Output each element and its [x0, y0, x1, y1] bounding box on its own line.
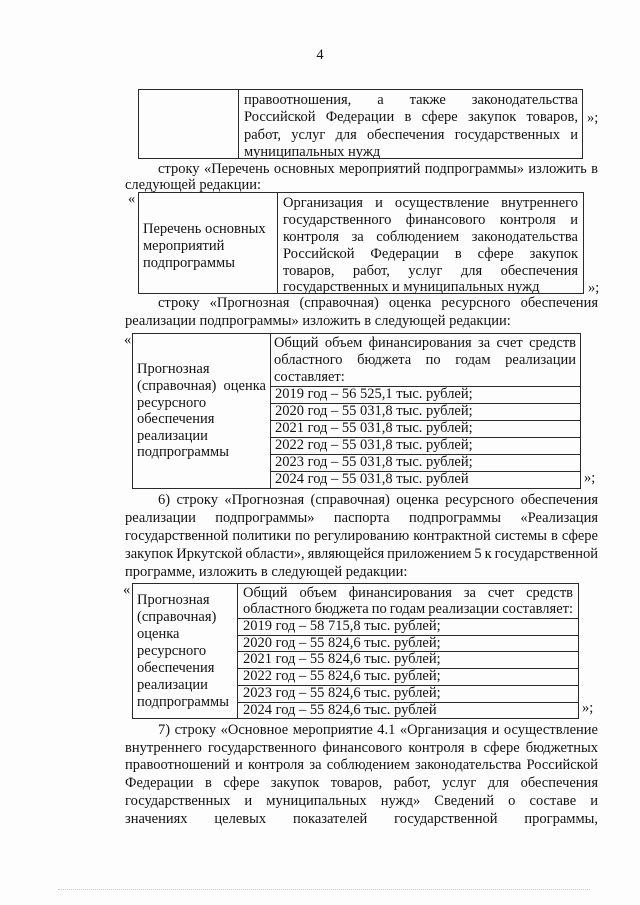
paragraph-text: закупок Иркутской области», являющейся приложением 5 к государственной: [125, 546, 598, 562]
closing-quote-mark: »;: [584, 470, 596, 486]
table-1-line: [244, 108, 578, 126]
paragraph-line: реализации подпрограммы» изложить в следующей редакции:: [125, 313, 511, 329]
paragraph-line: программе, изложить в следующей редакции:: [125, 564, 408, 580]
table-3-left-line: обеспечения: [137, 411, 215, 427]
paragraph-line: следующей редакции:: [125, 177, 262, 193]
opening-quote-mark: «: [124, 332, 132, 348]
table-3-year-row: 2021 год – 55 031,8 тыс. рублей;: [275, 420, 473, 436]
page-number: 4: [316, 47, 324, 63]
paragraph-text: государственной политики по регулированию контрактной системы в сфере: [125, 528, 598, 544]
table-4-year-row: 2023 год – 55 824,6 тыс. рублей;: [243, 685, 441, 701]
table-3-left-line: подпрограммы: [137, 444, 229, 460]
table-1-text: Российской Федерации в сфере закупок товаров,: [244, 109, 578, 125]
table-4-left-line: оценка: [137, 626, 180, 642]
table-3-left-line: ресурсного: [137, 395, 207, 411]
paragraph-text: Федерации в сфере закупок товаров, работ, услуг для обеспечения: [125, 775, 598, 791]
closing-quote-mark: »;: [582, 700, 594, 716]
paragraph-text: 7) строку «Основное мероприятие 4.1 «Организация и осуществление: [158, 722, 598, 738]
table-2-text: товаров, работ, услуг для обеспечения: [283, 263, 578, 279]
table-4-header-line: [243, 600, 573, 618]
table-2-column-divider: [277, 192, 278, 294]
table-4-header-text: Общий объем финансирования за счет средств: [243, 585, 573, 601]
table-2-left-line: мероприятий: [143, 238, 225, 254]
scan-artifact-line: [58, 889, 590, 890]
table-1-column-divider: [238, 89, 239, 159]
table-3-header-line: [274, 334, 576, 352]
opening-quote-mark: «: [123, 582, 131, 598]
table-3-header-text: областного бюджета по годам реализации: [274, 352, 576, 368]
paragraph-line: [125, 545, 598, 563]
paragraph-text: значениях целевых показателей государственной программы,: [125, 811, 598, 827]
table-3-year-row: 2020 год – 55 031,8 тыс. рублей;: [275, 403, 473, 419]
paragraph-text: строку «Прогнозная (справочная) оценка ресурсного обеспечения: [158, 295, 598, 311]
paragraph-line: [125, 756, 598, 774]
table-3-header-line: [274, 351, 576, 369]
paragraph-line: [125, 792, 598, 810]
paragraph-line: [125, 774, 598, 792]
table-3-header-line: составляет:: [274, 369, 345, 385]
opening-quote-mark: «: [128, 191, 136, 207]
table-3-left-line: реализации: [137, 428, 208, 444]
table-4-year-row: 2019 год – 58 715,8 тыс. рублей;: [243, 618, 441, 634]
table-4-year-row: 2021 год – 55 824,6 тыс. рублей;: [243, 651, 441, 667]
paragraph-line: [158, 491, 598, 509]
closing-quote-mark: »;: [588, 280, 600, 296]
table-4-left-line: реализации: [137, 677, 208, 693]
table-1-line: муниципальных нужд: [244, 144, 381, 160]
table-1-line: [244, 91, 578, 109]
table-2-text: контроля за соблюдением законодательства: [283, 229, 578, 245]
table-2-text: государственного финансового контроля и: [283, 212, 578, 228]
table-3-year-row: 2024 год – 55 031,8 тыс. рублей: [275, 471, 469, 487]
table-4-left-line: ресурсного: [137, 643, 207, 659]
table-2-right-line: [283, 245, 578, 263]
table-3-header-text: Общий объем финансирования за счет средств: [274, 335, 576, 351]
paragraph-line: [125, 810, 598, 828]
table-3-year-row: 2023 год – 55 031,8 тыс. рублей;: [275, 454, 473, 470]
table-2-left-line: подпрограммы: [143, 255, 235, 271]
table-4-year-row: 2020 год – 55 824,6 тыс. рублей;: [243, 635, 441, 651]
paragraph-line: [125, 509, 598, 527]
table-3-left-text: (справочная) оценка: [137, 378, 266, 394]
table-3-left-line: Прогнозная: [137, 361, 210, 377]
paragraph-text: реализации подпрограммы» паспорта подпрограммы «Реализация: [125, 510, 598, 526]
paragraph-line: [125, 739, 598, 757]
table-4-left-line: подпрограммы: [137, 694, 229, 710]
table-2-right-line: [283, 228, 578, 246]
table-3-column-divider: [270, 333, 271, 489]
table-1-line: [244, 126, 578, 144]
table-2-text: Российской Федерации в сфере закупок: [283, 246, 578, 262]
table-4-header-text: областного бюджета по годам реализации составляет:: [243, 601, 573, 617]
paragraph-text: 6) строку «Прогнозная (справочная) оценка ресурсного обеспечения: [158, 492, 598, 508]
table-1-text: работ, услуг для обеспечения государственных и: [244, 127, 578, 143]
table-3-year-row: 2022 год – 55 031,8 тыс. рублей;: [275, 437, 473, 453]
table-2-left-line: Перечень основных: [143, 221, 266, 237]
table-3-left-line: [137, 377, 266, 395]
paragraph-text: строку «Перечень основных мероприятий подпрограммы» изложить в: [158, 161, 598, 177]
paragraph-line: [158, 294, 598, 312]
paragraph-text: государственных и муниципальных нужд» Сведений о составе и: [125, 793, 598, 809]
table-2-text: Организация и осуществление внутреннего: [283, 195, 578, 211]
table-4-left-line: Прогнозная: [137, 592, 210, 608]
table-2-right-line: [283, 194, 578, 212]
paragraph-line: [125, 527, 598, 545]
closing-quote-mark: »;: [587, 110, 599, 126]
paragraph-text: внутреннего государственного финансового контроля в сфере бюджетных: [125, 740, 598, 756]
paragraph-line: [158, 721, 598, 739]
table-1-text: правоотношения, а также законодательства: [244, 92, 578, 108]
table-2-right-line: [283, 211, 578, 229]
table-3-year-row: 2019 год – 56 525,1 тыс. рублей;: [275, 386, 473, 402]
table-4-year-row: 2022 год – 55 824,6 тыс. рублей;: [243, 668, 441, 684]
table-4-left-line: (справочная): [137, 609, 217, 625]
table-4-year-row: 2024 год – 55 824,6 тыс. рублей: [243, 702, 437, 718]
table-2-right-line: государственных и муниципальных нужд: [283, 279, 540, 295]
table-4-left-line: обеспечения: [137, 660, 215, 676]
paragraph-text: правоотношений и контроля за соблюдением законодательства Российской: [125, 757, 598, 773]
